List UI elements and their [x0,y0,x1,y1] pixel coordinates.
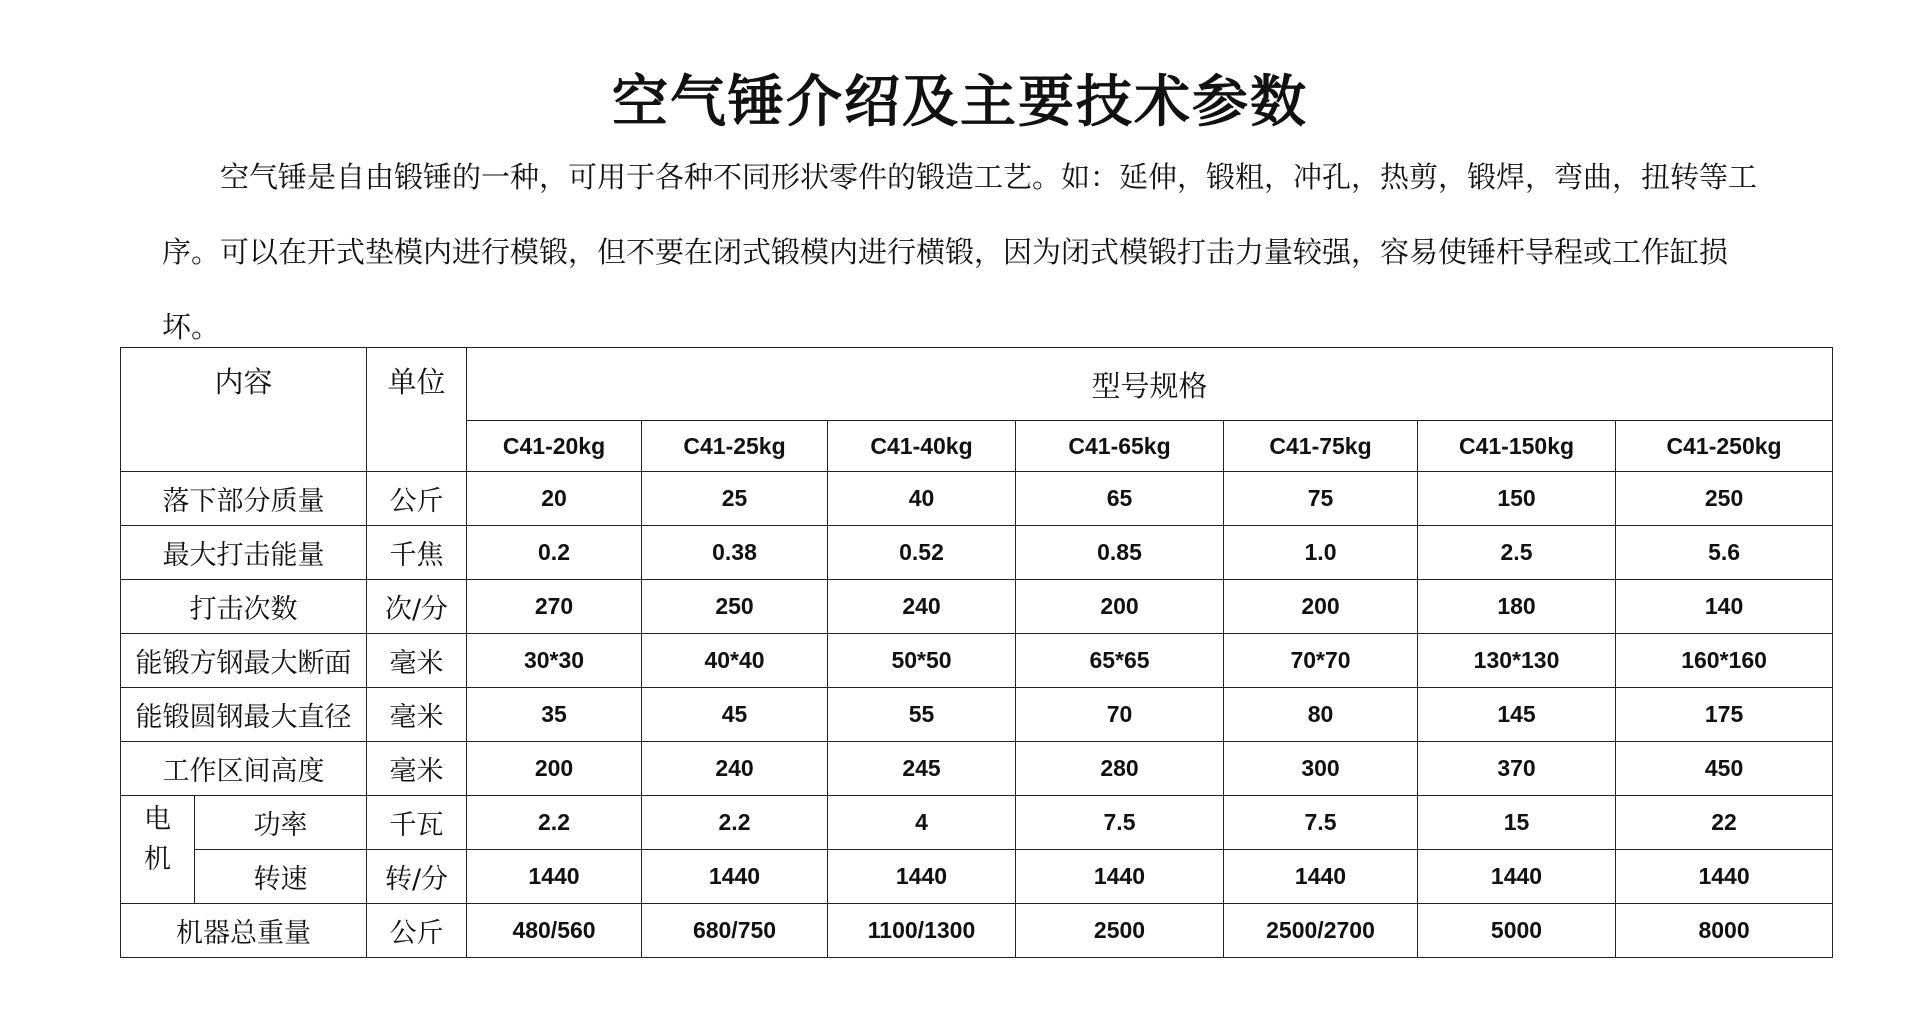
table-row [121,796,1833,850]
row-unit: 千焦 [367,526,467,580]
row-unit: 公斤 [367,904,467,958]
value-cell: 2500 [1016,904,1224,958]
value-cell: 8000 [1616,904,1833,958]
model-header: C41-20kg [467,421,642,472]
model-header: C41-150kg [1418,421,1616,472]
table-row [121,742,1833,796]
intro-text [162,140,1782,365]
motor-char: 机 [144,844,171,875]
spec-table [120,347,1833,958]
value-cell: 35 [467,688,642,742]
value-cell: 20 [467,472,642,526]
value-cell: 1440 [1616,850,1833,904]
value-cell: 7.5 [1016,796,1224,850]
motor-group-label [121,796,195,904]
value-cell: 680/750 [642,904,828,958]
row-unit: 毫米 [367,688,467,742]
intro-paragraph: 空气锤是自由锻锤的一种，可用于各种不同形状零件的锻造工艺。如：延伸，锻粗，冲孔，热剪，锻焊，弯曲，扭转等工序。可以在开式垫模内进行模锻，但不要在闭式锻模内进行横锻，因为闭式模锻打击力量较强，容易使锤杆导程或工作缸损坏。 [162,160,1758,344]
row-label: 能锻圆钢最大直径 [121,688,367,742]
value-cell: 55 [828,688,1016,742]
table-row [121,688,1833,742]
header-spec: 型号规格 [467,348,1833,421]
value-cell: 280 [1016,742,1224,796]
table-header-row [121,348,1833,421]
value-cell: 2.5 [1418,526,1616,580]
value-cell: 5.6 [1616,526,1833,580]
value-cell: 1440 [828,850,1016,904]
row-unit: 公斤 [367,472,467,526]
row-label: 功率 [195,796,367,850]
value-cell: 150 [1418,472,1616,526]
value-cell: 2.2 [467,796,642,850]
row-label: 最大打击能量 [121,526,367,580]
value-cell: 250 [642,580,828,634]
model-header: C41-25kg [642,421,828,472]
row-label: 工作区间高度 [121,742,367,796]
value-cell: 450 [1616,742,1833,796]
value-cell: 22 [1616,796,1833,850]
page-title: 空气锤介绍及主要技术参数 [612,70,1308,135]
value-cell: 370 [1418,742,1616,796]
table-row [121,850,1833,904]
value-cell: 1440 [642,850,828,904]
model-header: C41-75kg [1224,421,1418,472]
row-unit: 转/分 [367,850,467,904]
value-cell: 200 [467,742,642,796]
value-cell: 80 [1224,688,1418,742]
row-label: 打击次数 [121,580,367,634]
value-cell: 70 [1016,688,1224,742]
table-row [121,904,1833,958]
value-cell: 0.2 [467,526,642,580]
value-cell: 300 [1224,742,1418,796]
value-cell: 2.2 [642,796,828,850]
header-content: 内容 [121,348,367,472]
value-cell: 30*30 [467,634,642,688]
value-cell: 250 [1616,472,1833,526]
value-cell: 270 [467,580,642,634]
value-cell: 75 [1224,472,1418,526]
table-row [121,580,1833,634]
row-unit: 毫米 [367,742,467,796]
value-cell: 2500/2700 [1224,904,1418,958]
value-cell: 4 [828,796,1016,850]
value-cell: 5000 [1418,904,1616,958]
model-header: C41-250kg [1616,421,1833,472]
table-row [121,634,1833,688]
value-cell: 50*50 [828,634,1016,688]
value-cell: 180 [1418,580,1616,634]
value-cell: 200 [1016,580,1224,634]
value-cell: 160*160 [1616,634,1833,688]
value-cell: 480/560 [467,904,642,958]
motor-char: 电 [144,804,171,835]
value-cell: 200 [1224,580,1418,634]
value-cell: 1100/1300 [828,904,1016,958]
header-unit: 单位 [367,348,467,472]
value-cell: 1440 [1016,850,1224,904]
value-cell: 7.5 [1224,796,1418,850]
model-header: C41-65kg [1016,421,1224,472]
value-cell: 245 [828,742,1016,796]
model-header: C41-40kg [828,421,1016,472]
value-cell: 130*130 [1418,634,1616,688]
row-unit: 毫米 [367,634,467,688]
row-label: 落下部分质量 [121,472,367,526]
value-cell: 15 [1418,796,1616,850]
row-label: 能锻方钢最大断面 [121,634,367,688]
value-cell: 175 [1616,688,1833,742]
value-cell: 70*70 [1224,634,1418,688]
table-row [121,472,1833,526]
row-label: 机器总重量 [121,904,367,958]
row-label: 转速 [195,850,367,904]
value-cell: 45 [642,688,828,742]
value-cell: 65 [1016,472,1224,526]
value-cell: 1440 [1224,850,1418,904]
table-row [121,526,1833,580]
row-unit: 次/分 [367,580,467,634]
value-cell: 1440 [1418,850,1616,904]
value-cell: 40 [828,472,1016,526]
value-cell: 240 [642,742,828,796]
value-cell: 145 [1418,688,1616,742]
value-cell: 1.0 [1224,526,1418,580]
value-cell: 25 [642,472,828,526]
row-unit: 千瓦 [367,796,467,850]
value-cell: 0.85 [1016,526,1224,580]
value-cell: 140 [1616,580,1833,634]
value-cell: 0.38 [642,526,828,580]
value-cell: 65*65 [1016,634,1224,688]
value-cell: 40*40 [642,634,828,688]
value-cell: 0.52 [828,526,1016,580]
value-cell: 240 [828,580,1016,634]
value-cell: 1440 [467,850,642,904]
